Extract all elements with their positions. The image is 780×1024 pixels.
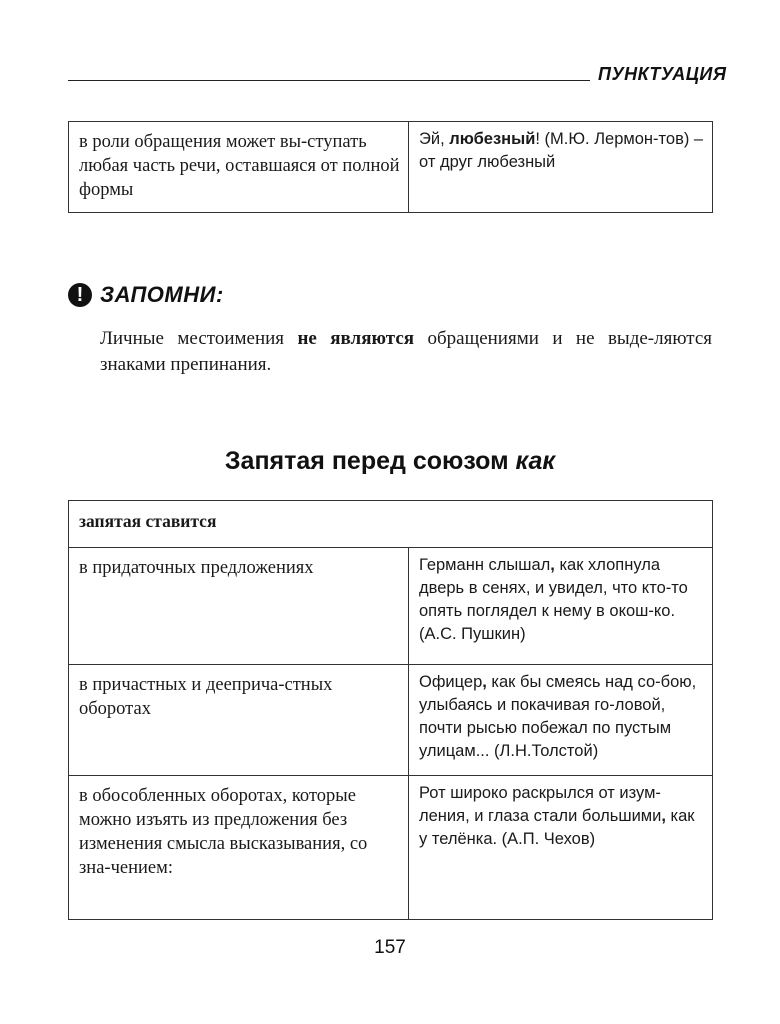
example-comma: , bbox=[482, 673, 487, 691]
section-title-main: Запятая перед союзом bbox=[224, 447, 516, 475]
table-row bbox=[69, 122, 713, 213]
note-bold-text: не являются bbox=[297, 328, 415, 349]
note-text bbox=[100, 326, 712, 378]
example-cell bbox=[409, 665, 713, 776]
example-text: Эй, bbox=[419, 130, 450, 148]
section-title-italic: как bbox=[515, 447, 556, 475]
table-row bbox=[69, 548, 713, 665]
rule-cell: в роли обращения может вы-ступать любая часть речи, оставшаяся от полной формы bbox=[69, 122, 409, 213]
example-cell bbox=[409, 548, 713, 665]
section-title bbox=[0, 447, 780, 476]
table-header-row bbox=[69, 501, 713, 548]
example-cell bbox=[409, 122, 713, 213]
example-text: как у телёнка. (А.П. Чехов) bbox=[419, 807, 695, 848]
example-comma: , bbox=[550, 556, 555, 574]
top-table bbox=[68, 121, 713, 213]
rule-cell: в придаточных предложениях bbox=[69, 548, 409, 665]
note-text-part: обращениями и не выде-ляются знаками препинания. bbox=[100, 328, 712, 375]
example-text: как хлопнула дверь в сенях, и увидел, что кто-то опять поглядел к нему в окош-ко. (А.С. Пушкин) bbox=[419, 556, 688, 643]
example-text: Рот широко раскрылся от изум-ления, и глаза стали большими bbox=[419, 784, 662, 825]
rule-cell: в обособленных оборотах, которые можно изъять из предложения без изменения смысла высказывания, со зна-чением: bbox=[69, 776, 409, 920]
table-row bbox=[69, 776, 713, 920]
example-text: как бы смеясь над со-бою, улыбаясь и покачивая го-ловой, почти рысью побежал по пустым улицам... (Л.Н.Толстой) bbox=[419, 673, 697, 760]
example-comma: , bbox=[661, 807, 666, 825]
header-rule bbox=[68, 80, 590, 81]
example-text: Офицер bbox=[419, 673, 483, 691]
example-cell bbox=[409, 776, 713, 920]
rule-cell: в причастных и дееприча-стных оборотах bbox=[69, 665, 409, 776]
running-header-title: ПУНКТУАЦИЯ bbox=[598, 64, 727, 84]
comma-rules-table bbox=[68, 500, 713, 920]
table-header-cell: запятая ставится bbox=[69, 501, 713, 548]
example-bold-word: любезный bbox=[449, 130, 536, 148]
exclamation-icon: ! bbox=[68, 283, 92, 307]
note-title: ЗАПОМНИ: bbox=[100, 282, 224, 307]
note-text-part: Личные местоимения bbox=[100, 328, 298, 349]
page-number: 157 bbox=[374, 937, 406, 958]
example-text: ! (М.Ю. Лермон-тов) – от друг любезный bbox=[419, 130, 704, 171]
example-text: Германн слышал bbox=[419, 556, 551, 574]
table-row bbox=[69, 665, 713, 776]
